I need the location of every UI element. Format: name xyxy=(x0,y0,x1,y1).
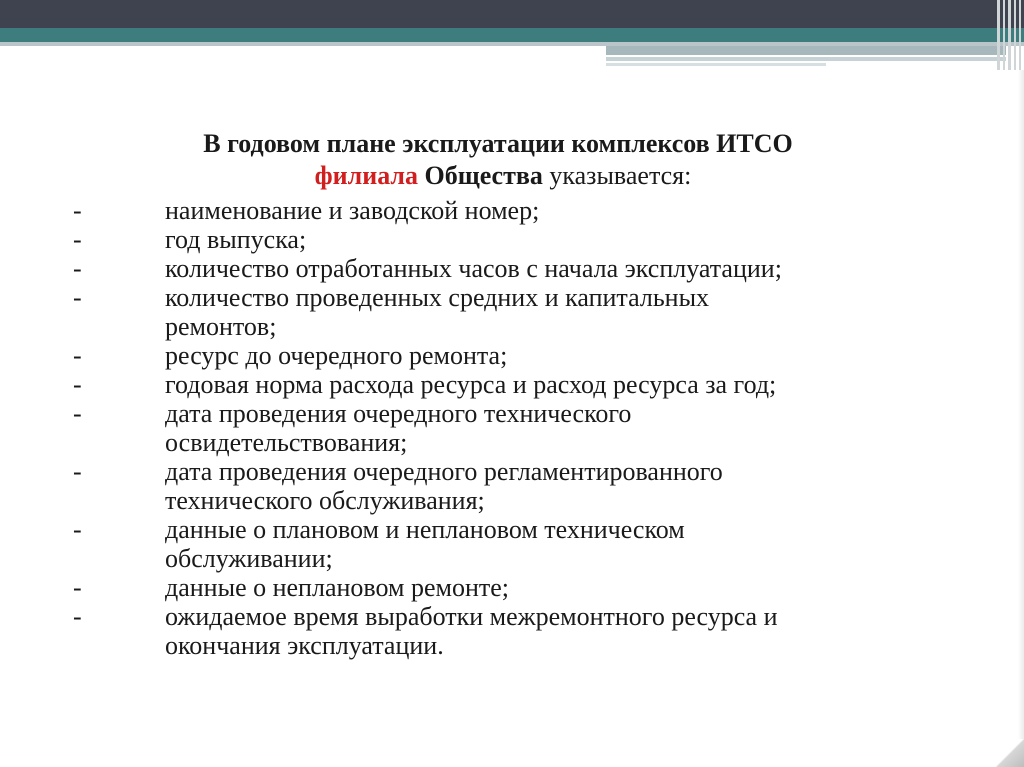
list-item-continuation: освидетельствования; xyxy=(165,428,408,457)
dash-marker: - xyxy=(73,196,82,225)
list-item-text: ожидаемое время выработки межремонтного ресурса и xyxy=(165,602,778,631)
list-item xyxy=(73,254,933,283)
list-item-continuation: окончания эксплуатации. xyxy=(165,631,444,660)
dash-marker: - xyxy=(73,225,82,254)
decorative-stripe xyxy=(1003,0,1005,70)
list-item-text: данные о неплановом ремонте; xyxy=(165,573,509,602)
decorative-stripe xyxy=(1019,0,1021,70)
list-item xyxy=(73,573,933,602)
dash-marker: - xyxy=(73,515,82,544)
dash-marker: - xyxy=(73,283,82,312)
list-item-text: ресурс до очередного ремонта; xyxy=(165,341,508,370)
header-accent-bar xyxy=(606,63,826,66)
list-item-continuation: технического обслуживания; xyxy=(165,486,485,515)
dash-marker: - xyxy=(73,370,82,399)
list-item-text: количество отработанных часов с начала эксплуатации; xyxy=(165,254,782,283)
list-item-text: дата проведения очередного технического xyxy=(165,399,632,428)
dash-marker: - xyxy=(73,399,82,428)
dash-marker: - xyxy=(73,602,82,631)
dash-marker: - xyxy=(73,341,82,370)
header-band-teal xyxy=(0,28,1024,42)
list-item xyxy=(73,602,933,660)
list-item-text: данные о плановом и неплановом техническом xyxy=(165,515,685,544)
list-item-continuation: обслуживании; xyxy=(165,544,333,573)
list-item xyxy=(73,196,933,225)
list-item-text: дата проведения очередного регламентированного xyxy=(165,457,723,486)
page-edge-shadow xyxy=(1018,70,1024,739)
decorative-stripe xyxy=(1014,0,1016,70)
list-item xyxy=(73,341,933,370)
list-item-text: наименование и заводской номер; xyxy=(165,196,540,225)
heading-tail: указывается: xyxy=(549,161,692,190)
decorative-stripe xyxy=(1008,0,1011,70)
list-item-text: количество проведенных средних и капитальных xyxy=(165,283,710,312)
heading-bold-word: Общества xyxy=(424,161,543,190)
list-item-text: годовая норма расхода ресурса и расход ресурса за год; xyxy=(165,370,777,399)
list-item xyxy=(73,399,933,457)
list-item xyxy=(73,457,933,515)
bullet-list xyxy=(73,196,933,660)
header-accent-bar xyxy=(606,57,1006,61)
list-item xyxy=(73,225,933,254)
heading-red-word: филиала xyxy=(314,161,419,190)
list-item-continuation: ремонтов; xyxy=(165,312,277,341)
dash-marker: - xyxy=(73,573,82,602)
header-accent-bar xyxy=(606,46,1006,55)
header-band-dark xyxy=(0,0,1024,28)
list-item xyxy=(73,370,933,399)
list-item-text: год выпуска; xyxy=(165,225,307,254)
dash-marker: - xyxy=(73,457,82,486)
list-item xyxy=(73,515,933,573)
decorative-stripe xyxy=(997,0,1000,70)
slide-body xyxy=(73,128,933,660)
heading-line-1: В годовом плане эксплуатации комплексов ИТСО xyxy=(203,129,793,158)
page-curl xyxy=(996,739,1024,767)
list-item xyxy=(73,283,933,341)
heading-line-2 xyxy=(73,160,933,192)
dash-marker: - xyxy=(73,254,82,283)
